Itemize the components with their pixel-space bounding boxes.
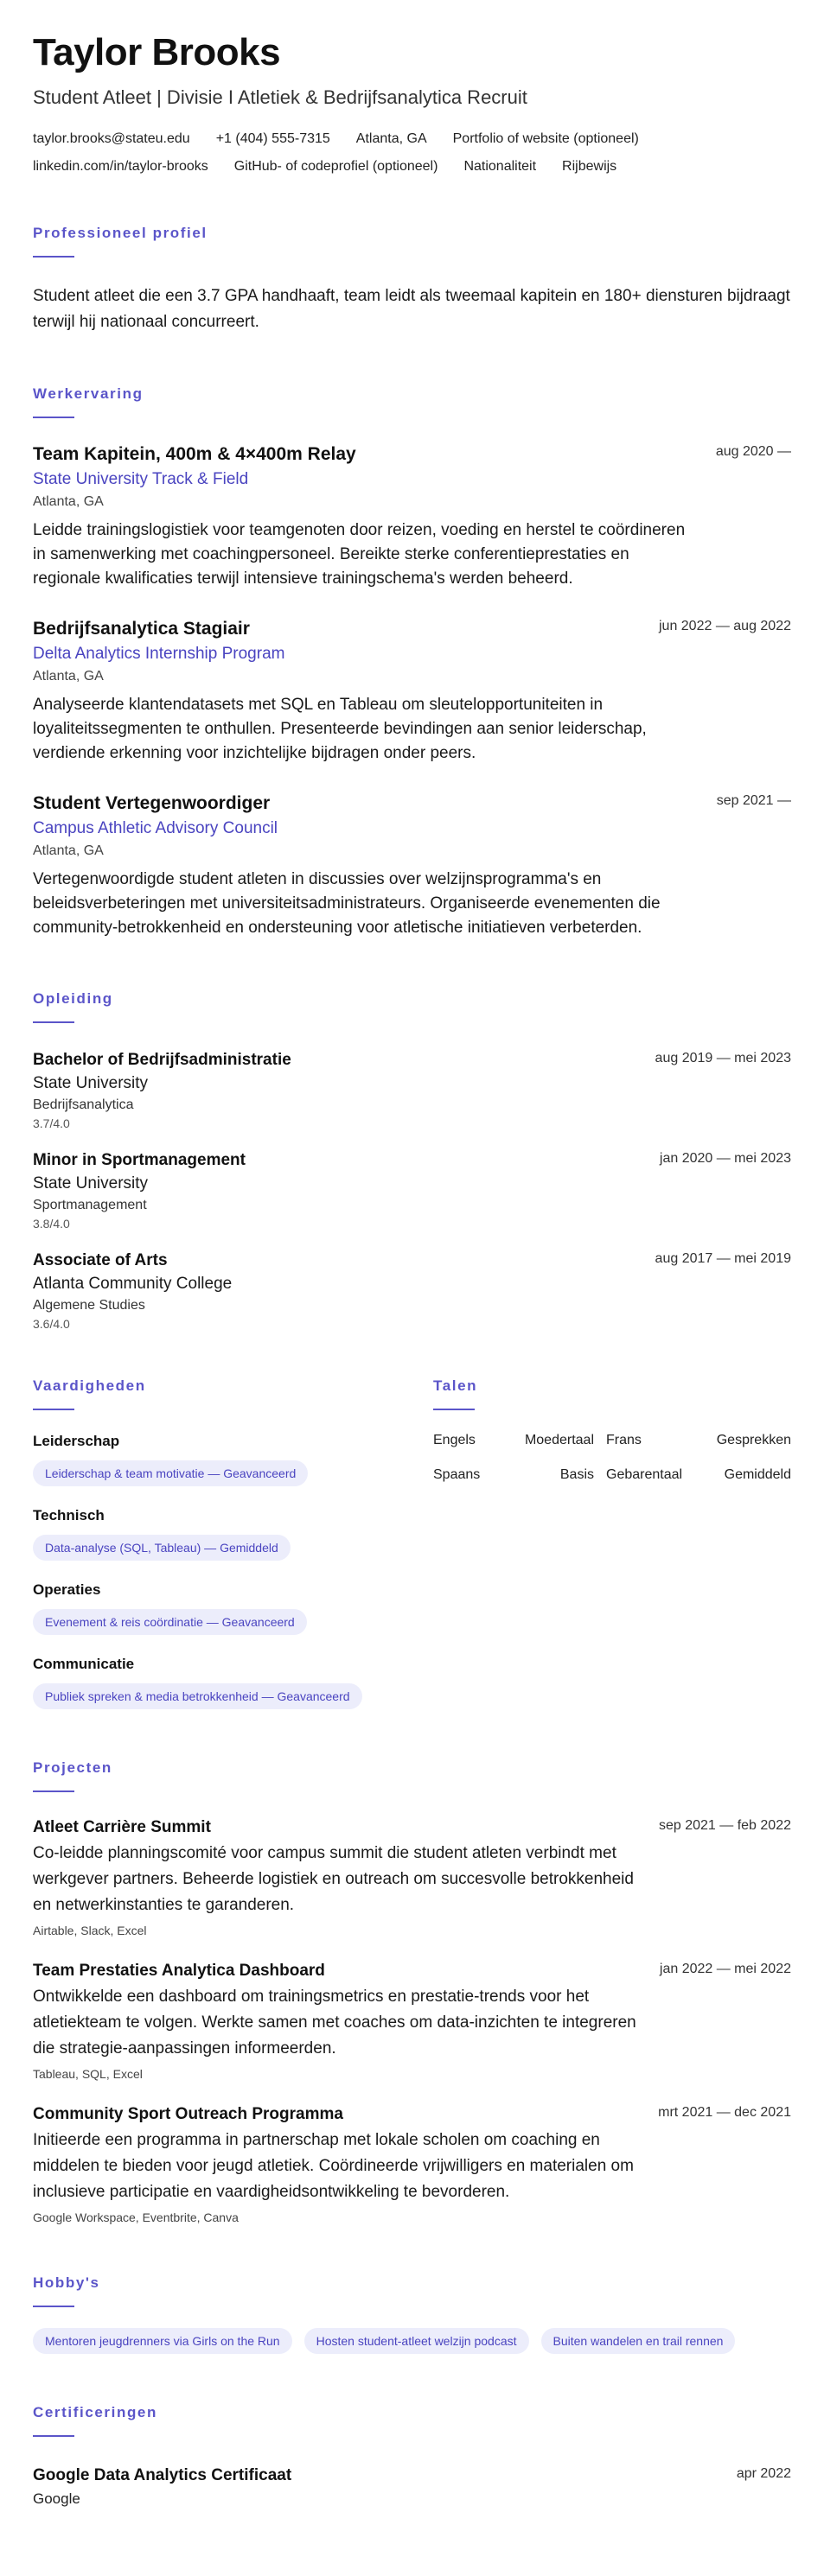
skill-category: Technisch	[33, 1507, 105, 1524]
project-description: Initieerde een programma in partnerschap met lokale scholen om coaching en middelen te bieden voor jeugd atletiek. Coördineerde vrijwilligers en materialen om inclusieve participatie en vaardigheidsontwikkeling te bevorderen.	[33, 2131, 634, 2202]
institution: State University	[33, 1074, 149, 1093]
language-item	[606, 1467, 791, 1483]
skill-group	[33, 1507, 433, 1561]
gpa: 3.8/4.0	[33, 1217, 70, 1231]
hobby-chip: Mentoren jeugdrenners via Girls on the Run	[33, 2328, 292, 2354]
job-date: jun 2022 — aug 2022	[658, 619, 791, 634]
education-item	[33, 1251, 791, 1331]
language-name: Engels	[433, 1433, 476, 1448]
resume-header	[33, 33, 791, 175]
project-item	[33, 2105, 791, 2224]
certification-issuer: Google	[33, 2490, 80, 2508]
project-description: Co-leidde planningscomité voor campus summit die student atleten verbindt met werkgever partners. Beheerde logistiek en outreach om succesvolle betrokkenheid en netwerkinstanties te garanderen.	[33, 1844, 634, 1915]
job-description: Analyseerde klantendatasets met SQL en Tableau om sleutelopportuniteiten in loyaliteitssegmenten te onthullen. Presenteerde bevindingen aan senior leiderschap, verdiende erkenning voor inzichtelijke bijdragen onder peers.	[33, 696, 647, 763]
contact-linkedin[interactable]: linkedin.com/in/taylor-brooks	[33, 159, 208, 175]
contact-email[interactable]: taylor.brooks@stateu.edu	[33, 131, 190, 147]
skill-category: Operaties	[33, 1581, 101, 1599]
section-divider	[33, 2435, 74, 2437]
skill-chip: Data-analyse (SQL, Tableau) — Gemiddeld	[33, 1535, 291, 1561]
degree-date: aug 2019 — mei 2023	[655, 1051, 791, 1066]
hobbies-section	[33, 2274, 791, 2354]
job-location: Atlanta, GA	[33, 494, 104, 510]
section-title: Hobby's	[33, 2274, 100, 2292]
skills-section	[33, 1377, 433, 1709]
language-item	[606, 1433, 791, 1448]
project-tools: Google Workspace, Eventbrite, Canva	[33, 2210, 239, 2225]
skill-group	[33, 1581, 433, 1635]
degree-title: Minor in Sportmanagement	[33, 1151, 246, 1170]
language-level: Basis	[559, 1467, 594, 1483]
experience-item	[33, 444, 791, 591]
institution: Atlanta Community College	[33, 1275, 233, 1294]
skills-languages-row	[33, 1377, 791, 1709]
job-organization: Delta Analytics Internship Program	[33, 645, 285, 664]
field-of-study: Bedrijfsanalytica	[33, 1097, 134, 1113]
job-description: Vertegenwoordigde student atleten in discussies over welzijnsprogramma's en beleidsverbeteringen met universiteitsadministrateurs. Organiseerde evenementen die community-betrokkenheid en ondersteuning voor atletische initiatieven verbeterden.	[33, 870, 661, 938]
section-divider	[33, 1790, 74, 1792]
section-title: Talen	[433, 1377, 478, 1395]
hobby-chip: Buiten wandelen en trail rennen	[541, 2328, 736, 2354]
section-title: Certificeringen	[33, 2404, 157, 2421]
field-of-study: Sportmanagement	[33, 1198, 147, 1213]
section-title: Vaardigheden	[33, 1377, 146, 1395]
skill-group	[33, 1433, 433, 1486]
project-date: mrt 2021 — dec 2021	[658, 2105, 791, 2121]
contact-drivers-license: Rijbewijs	[562, 159, 617, 175]
job-title: Team Kapitein, 400m & 4×400m Relay	[33, 444, 356, 465]
language-item	[433, 1433, 606, 1448]
candidate-name: Taylor Brooks	[33, 31, 281, 73]
language-name: Frans	[606, 1433, 642, 1448]
job-organization: Campus Athletic Advisory Council	[33, 819, 278, 838]
degree-title: Bachelor of Bedrijfsadministratie	[33, 1051, 291, 1070]
experience-section	[33, 385, 791, 940]
section-divider	[33, 2306, 74, 2307]
section-title: Werkervaring	[33, 385, 144, 403]
project-tools: Airtable, Slack, Excel	[33, 1924, 147, 1938]
project-name: Community Sport Outreach Programma	[33, 2105, 343, 2124]
education-section	[33, 990, 791, 1331]
certifications-section	[33, 2404, 791, 2508]
language-name: Gebarentaal	[606, 1467, 683, 1483]
language-level: Gesprekken	[716, 1433, 791, 1448]
contact-portfolio[interactable]: Portfolio of website (optioneel)	[452, 131, 639, 147]
experience-item	[33, 793, 791, 940]
job-description: Leidde trainingslogistiek voor teamgenoten door reizen, voeding en herstel te coördineren in samenwerking met coachingpersoneel. Bereikte sterke conferentieprestaties en regionale kwalificaties terwijl intensieve trainingschema's werden beheerd.	[33, 521, 686, 588]
section-divider	[33, 1021, 74, 1023]
skill-chip: Evenement & reis coördinatie — Geavanceerd	[33, 1609, 307, 1635]
experience-item	[33, 619, 791, 766]
job-date: aug 2020 —	[715, 444, 791, 460]
section-divider	[33, 256, 74, 258]
gpa: 3.6/4.0	[33, 1317, 70, 1332]
profile-summary: Student atleet die een 3.7 GPA handhaaft, team leidt als tweemaal kapitein en 180+ diensturen bijdraagt terwijl hij nationaal concurreert.	[33, 287, 790, 332]
job-organization: State University Track & Field	[33, 470, 249, 489]
section-title: Opleiding	[33, 990, 113, 1008]
job-title: Student Vertegenwoordiger	[33, 793, 271, 814]
language-level: Moedertaal	[524, 1433, 594, 1448]
contact-nationality: Nationaliteit	[463, 159, 537, 175]
hobby-chip: Hosten student-atleet welzijn podcast	[304, 2328, 529, 2354]
field-of-study: Algemene Studies	[33, 1298, 145, 1313]
section-title: Projecten	[33, 1759, 112, 1777]
education-item	[33, 1151, 791, 1231]
project-date: jan 2022 — mei 2022	[659, 1962, 791, 1977]
language-item	[433, 1467, 606, 1483]
section-divider	[33, 1409, 74, 1410]
job-location: Atlanta, GA	[33, 843, 104, 859]
project-date: sep 2021 — feb 2022	[658, 1818, 791, 1834]
section-divider	[33, 417, 74, 418]
degree-date: jan 2020 — mei 2023	[659, 1151, 791, 1167]
certification-date: apr 2022	[736, 2466, 791, 2482]
projects-section	[33, 1759, 791, 2224]
project-name: Atleet Carrière Summit	[33, 1818, 211, 1837]
section-divider	[433, 1409, 475, 1410]
skill-chip: Leiderschap & team motivatie — Geavanceerd	[33, 1460, 308, 1486]
degree-title: Associate of Arts	[33, 1251, 168, 1270]
contact-location: Atlanta, GA	[355, 131, 427, 147]
project-name: Team Prestaties Analytica Dashboard	[33, 1962, 325, 1981]
section-title: Professioneel profiel	[33, 225, 208, 242]
skill-chip: Publiek spreken & media betrokkenheid — Geavanceerd	[33, 1683, 362, 1709]
languages-section	[433, 1377, 791, 1709]
contact-phone[interactable]: +1 (404) 555-7315	[215, 131, 330, 147]
contact-github[interactable]: GitHub- of codeprofiel (optioneel)	[233, 159, 438, 175]
skill-category: Leiderschap	[33, 1433, 120, 1450]
profile-section	[33, 225, 791, 335]
degree-date: aug 2017 — mei 2019	[655, 1251, 791, 1267]
language-level: Gemiddeld	[724, 1467, 791, 1483]
project-description: Ontwikkelde een dashboard om trainingsmetrics en prestatie-trends voor het atletiekteam te volgen. Werkte samen met coaches om data-inzichten te integreren die strategie-aanpassingen informeerden.	[33, 1988, 636, 2058]
skill-category: Communicatie	[33, 1656, 135, 1673]
gpa: 3.7/4.0	[33, 1116, 70, 1131]
project-item	[33, 1818, 791, 1937]
job-date: sep 2021 —	[716, 793, 791, 809]
education-item	[33, 1051, 791, 1130]
contact-list	[33, 131, 776, 175]
job-title: Bedrijfsanalytica Stagiair	[33, 619, 250, 639]
certification-item	[33, 2466, 791, 2508]
candidate-headline: Student Atleet | Divisie I Atletiek & Bedrijfsanalytica Recruit	[33, 86, 527, 109]
project-tools: Tableau, SQL, Excel	[33, 2067, 143, 2082]
skill-group	[33, 1656, 433, 1709]
language-name: Spaans	[433, 1467, 481, 1483]
job-location: Atlanta, GA	[33, 669, 104, 684]
certification-name: Google Data Analytics Certificaat	[33, 2466, 292, 2485]
project-item	[33, 1962, 791, 2081]
institution: State University	[33, 1174, 149, 1193]
